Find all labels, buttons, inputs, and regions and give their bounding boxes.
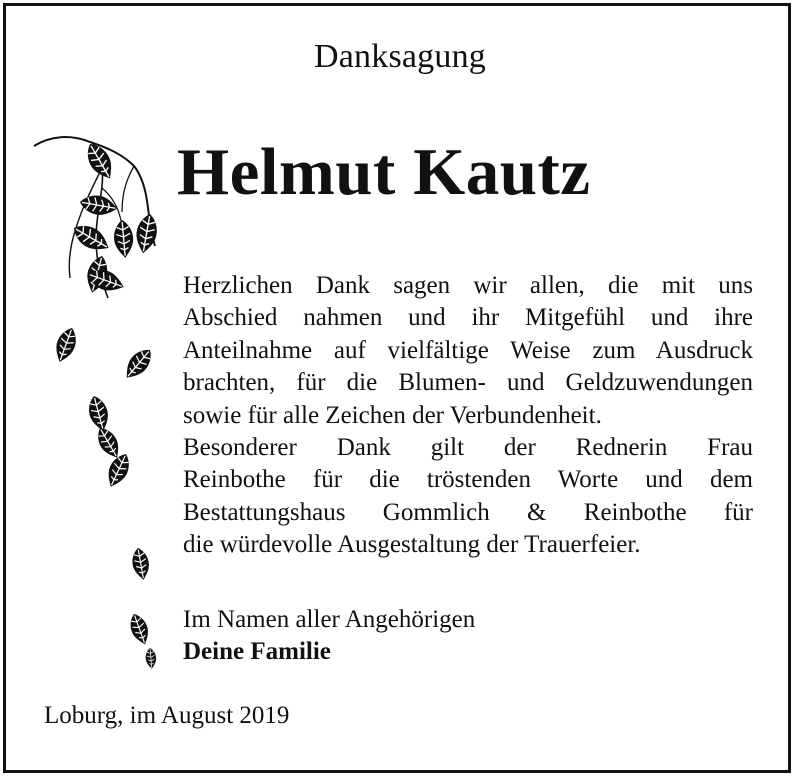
text-line: Herzlichen Dank sagen wir allen, die mit uns xyxy=(183,272,753,299)
text-line: Besonderer Dank gilt der Rednerin Frau xyxy=(183,434,753,462)
text-line: Anteilnahme auf vielfältige Weise zum Ausdruck xyxy=(183,336,753,364)
thank-you-text xyxy=(183,270,753,562)
text-line: Reinbothe für die tröstenden Worte und dem xyxy=(183,466,753,494)
text-line: sowie für alle Zeichen der Verbundenheit. xyxy=(183,401,602,429)
birch-branch-leaves-icon xyxy=(30,128,180,678)
text-line: Abschied nahmen und ihr Mitgefühl und ihre xyxy=(183,304,753,332)
notice-heading: Danksagung xyxy=(314,38,486,75)
family-signature: Deine Familie xyxy=(183,638,331,665)
deceased-name: Helmut Kautz xyxy=(177,135,591,209)
text-line: brachten, für die Blumen- und Geldzuwendungen xyxy=(183,369,753,397)
place-date: Loburg, im August 2019 xyxy=(44,702,290,729)
closing-block xyxy=(183,604,475,668)
text-line: die würdevolle Ausgestaltung der Trauerfeier. xyxy=(183,531,641,559)
closing-line: Im Namen aller Angehörigen xyxy=(183,606,476,633)
text-line: Bestattungshaus Gommlich & Reinbothe für xyxy=(183,498,753,526)
